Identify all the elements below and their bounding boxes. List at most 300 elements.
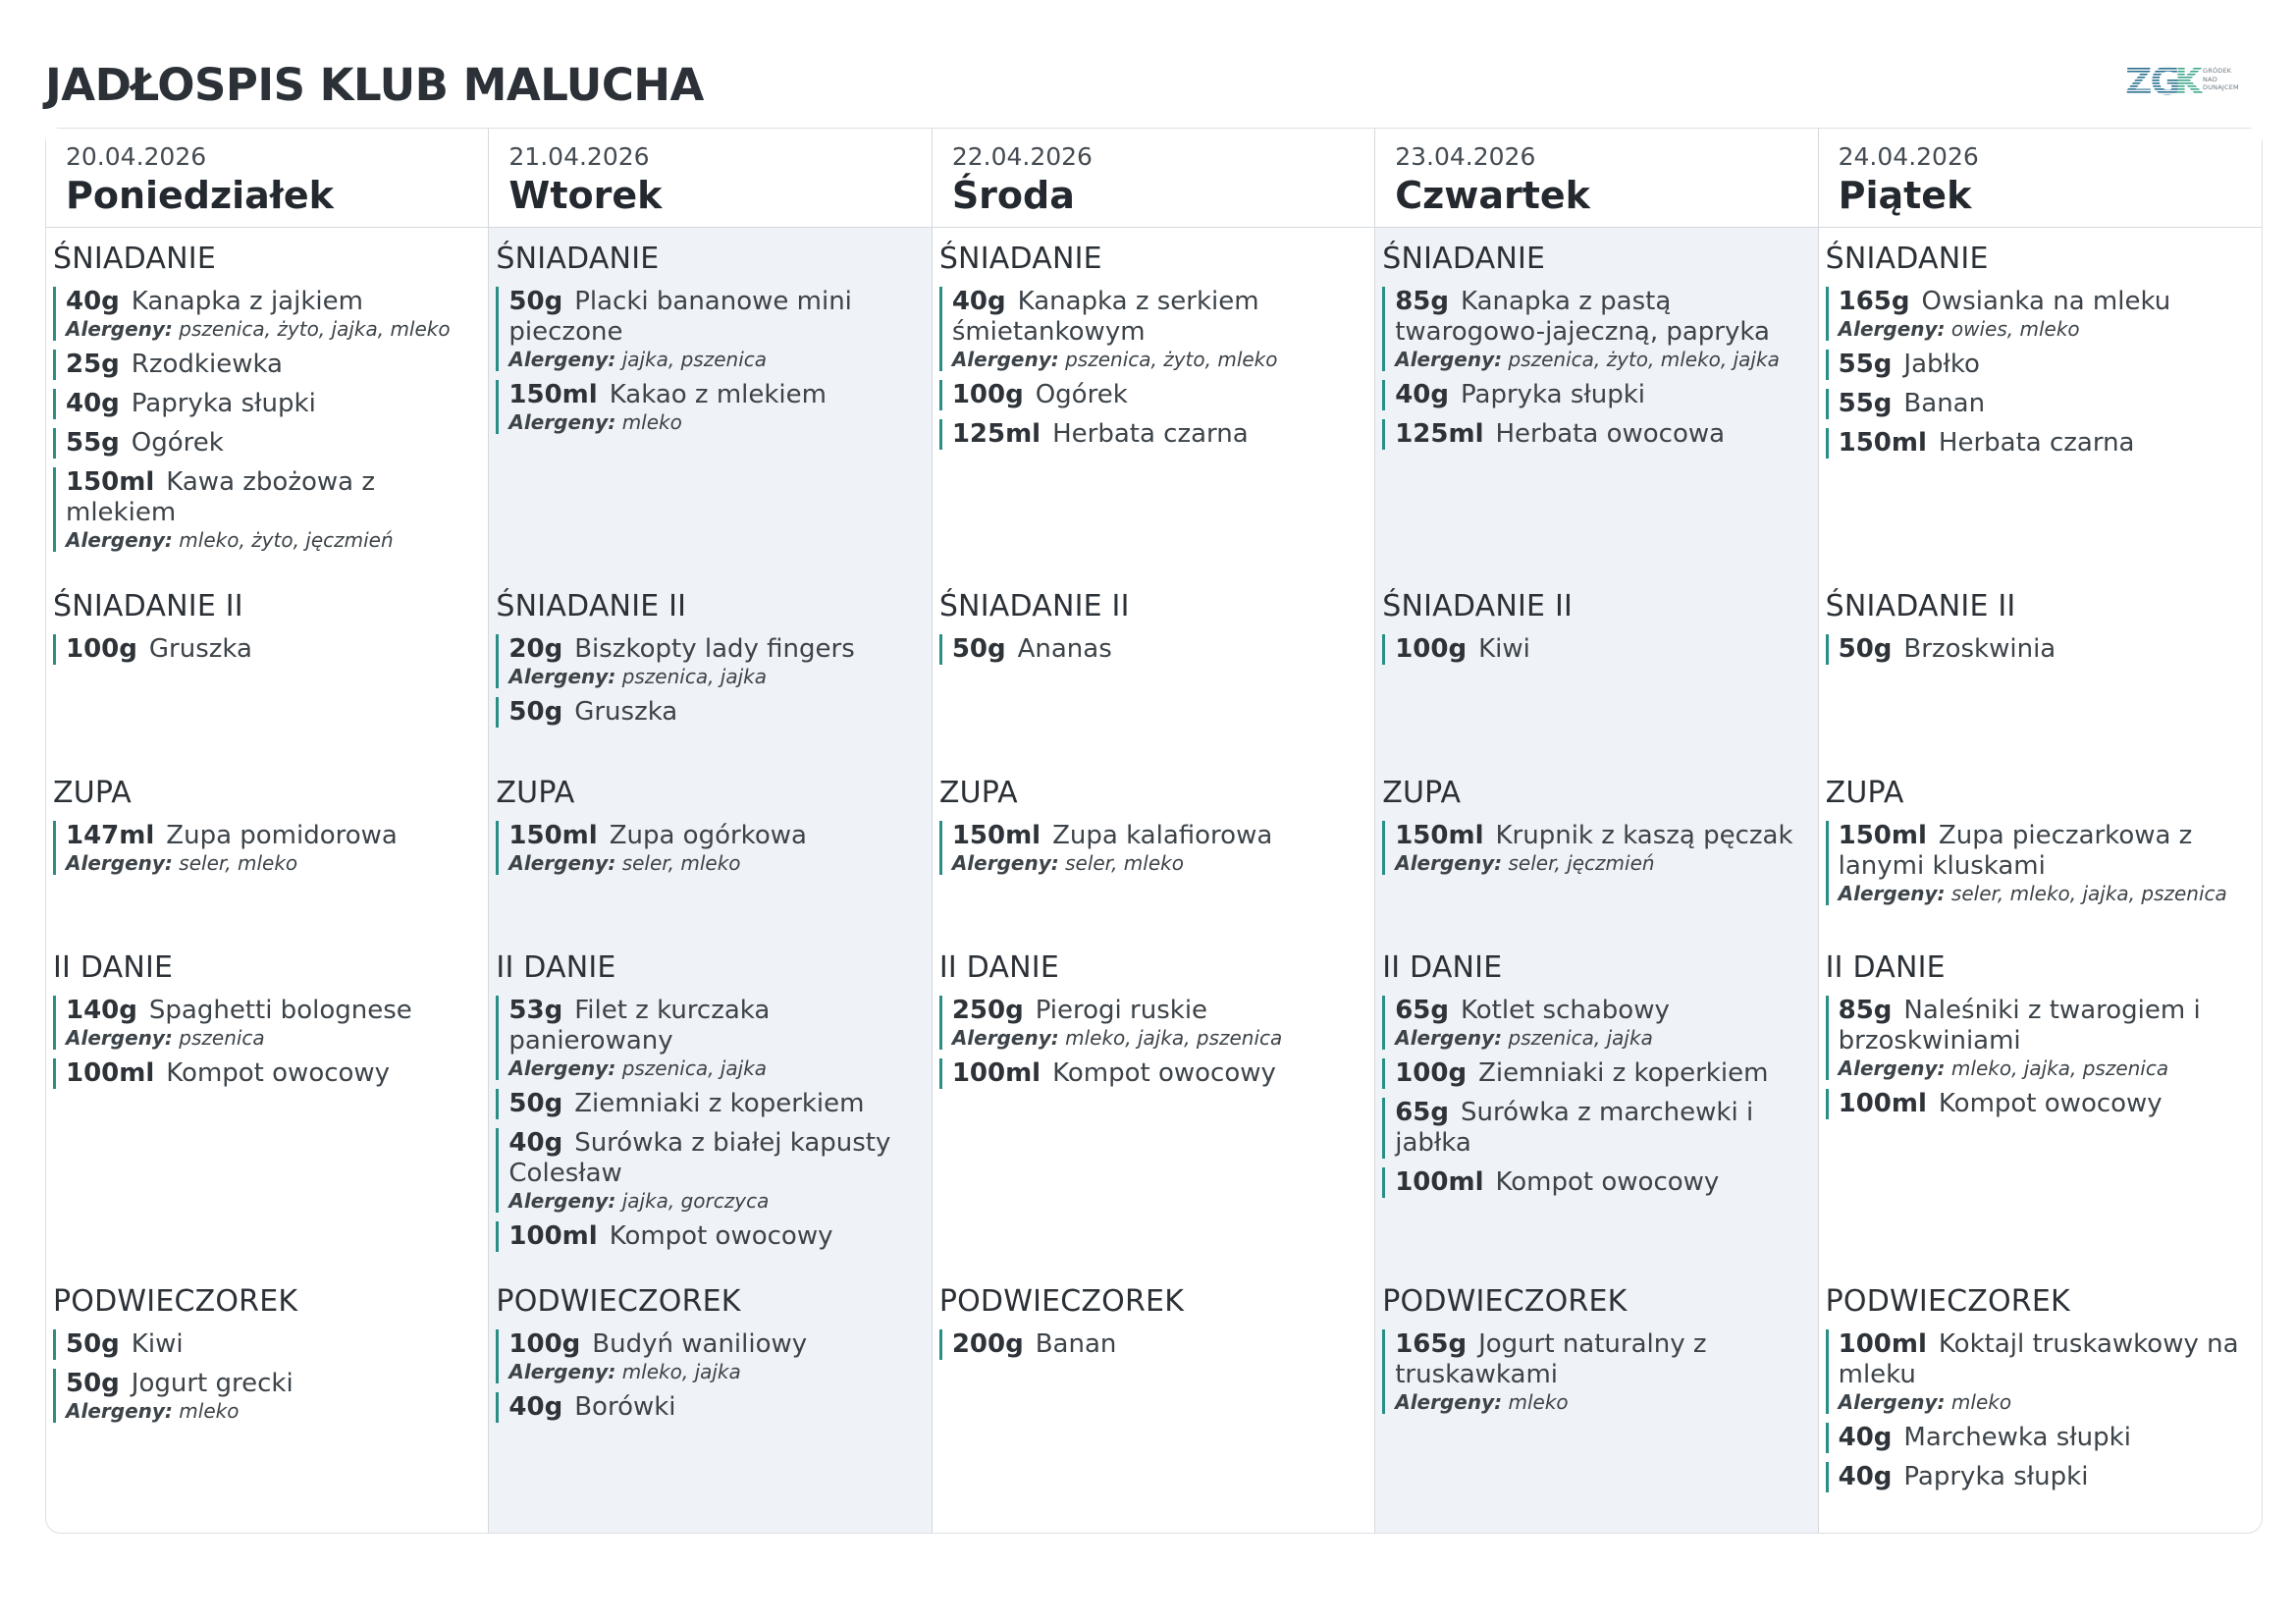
menu-item-quantity: 100g xyxy=(1395,1058,1468,1088)
logo-line: NAD xyxy=(2203,75,2217,83)
menu-item-line xyxy=(952,996,1366,1026)
meal-title: PODWIECZOREK xyxy=(496,1284,741,1319)
allergens-value: mleko, żyto, jęczmień xyxy=(179,528,394,552)
menu-item-quantity: 55g xyxy=(1838,389,1893,418)
menu-item-name: Ananas xyxy=(1017,634,1112,664)
menu-item-line xyxy=(508,697,923,728)
menu-item-quantity: 20g xyxy=(508,634,563,664)
menu-item xyxy=(496,634,923,688)
menu-item xyxy=(1826,634,2254,665)
menu-item xyxy=(53,428,480,459)
menu-item-quantity: 25g xyxy=(66,350,120,379)
meal-title: ŚNIADANIE II xyxy=(1825,589,2016,623)
allergens-label: Alergeny: xyxy=(1838,1390,1946,1414)
day-date: 24.04.2026 xyxy=(1838,142,1979,171)
menu-item xyxy=(1382,821,1809,875)
menu-item-quantity: 150ml xyxy=(951,821,1041,850)
meal-title: ŚNIADANIE xyxy=(496,242,660,276)
menu-item-quantity: 200g xyxy=(951,1329,1024,1359)
menu-item-allergens xyxy=(508,1189,923,1213)
allergens-value: seler, jęczmień xyxy=(1508,851,1655,875)
menu-item-quantity: 100ml xyxy=(1838,1089,1927,1118)
menu-item-name: Budyń waniliowy xyxy=(592,1329,808,1359)
menu-item-allergens xyxy=(66,1399,480,1423)
menu-item-quantity: 100g xyxy=(1395,634,1468,664)
menu-item-line xyxy=(952,1329,1366,1360)
menu-item-allergens xyxy=(952,1026,1366,1050)
allergens-label: Alergeny: xyxy=(1838,1056,1946,1080)
meal-section-sniadanie2 xyxy=(1382,587,1809,674)
day-header xyxy=(933,129,1374,228)
day-header xyxy=(489,129,931,228)
meal-items xyxy=(496,821,923,875)
menu-item xyxy=(496,1329,923,1383)
meal-section-sniadanie xyxy=(1826,240,2254,467)
allergens-label: Alergeny: xyxy=(66,317,173,341)
menu-item-quantity: 50g xyxy=(66,1369,120,1398)
meal-section-sniadanie2 xyxy=(939,587,1366,674)
menu-item-quantity: 150ml xyxy=(1395,821,1484,850)
allergens-value: pszenica, żyto, mleko, jajka xyxy=(1508,348,1780,371)
menu-item xyxy=(939,634,1366,665)
allergens-value: mleko xyxy=(621,410,682,434)
menu-item-line xyxy=(952,821,1366,851)
meal-title: ŚNIADANIE xyxy=(938,242,1102,276)
menu-item-name: Ziemniaki z koperkiem xyxy=(574,1089,865,1118)
allergens-label: Alergeny: xyxy=(508,410,616,434)
menu-item xyxy=(1382,419,1809,450)
meal-title: ZUPA xyxy=(496,776,575,810)
menu-item-allergens xyxy=(1395,1390,1809,1414)
menu-item xyxy=(496,287,923,371)
allergens-label: Alergeny: xyxy=(508,851,616,875)
menu-item-name: Placki bananowe mini pieczone xyxy=(508,287,852,347)
meal-title: ŚNIADANIE xyxy=(53,242,216,276)
menu-item-quantity: 125ml xyxy=(951,419,1041,449)
allergens-label: Alergeny: xyxy=(951,1026,1059,1050)
menu-item xyxy=(496,1392,923,1423)
menu-item-line xyxy=(952,380,1366,410)
meal-section-sniadanie2 xyxy=(1826,587,2254,674)
day-date: 20.04.2026 xyxy=(66,142,207,171)
menu-item-allergens xyxy=(1395,348,1809,371)
meal-section-zupa xyxy=(939,774,1366,884)
menu-item xyxy=(496,996,923,1080)
menu-item-name: Papryka słupki xyxy=(1461,380,1646,409)
day-meals xyxy=(1819,228,2262,1533)
day-name: Środa xyxy=(951,174,1075,217)
menu-item-line xyxy=(1395,1167,1809,1198)
menu-item-quantity: 147ml xyxy=(66,821,155,850)
menu-item-quantity: 250g xyxy=(951,996,1024,1025)
menu-item-quantity: 50g xyxy=(508,1089,563,1118)
menu-item-allergens xyxy=(1395,851,1809,875)
zgk-logo xyxy=(2125,59,2247,103)
menu-item xyxy=(1382,1329,1809,1414)
meal-items xyxy=(496,634,923,728)
menu-item-name: Rzodkiewka xyxy=(131,350,283,379)
menu-item-quantity: 100ml xyxy=(1395,1167,1484,1197)
menu-item-allergens xyxy=(508,851,923,875)
allergens-value: mleko, jajka, pszenica xyxy=(1065,1026,1283,1050)
meal-items xyxy=(53,634,480,665)
menu-item-line xyxy=(1395,419,1809,450)
day-name: Czwartek xyxy=(1395,174,1590,217)
meal-items xyxy=(939,996,1366,1089)
menu-item-quantity: 50g xyxy=(66,1329,120,1359)
menu-item-name: Gruszka xyxy=(148,634,252,664)
menu-item-quantity: 100ml xyxy=(1838,1329,1927,1359)
menu-item-name: Jabłko xyxy=(1903,350,1980,379)
meal-items xyxy=(53,1329,480,1423)
menu-item-line xyxy=(508,380,923,410)
meal-title: II DANIE xyxy=(938,950,1059,985)
menu-item-name: Zupa kalafiorowa xyxy=(1052,821,1273,850)
menu-item-quantity: 150ml xyxy=(508,821,598,850)
meal-items xyxy=(53,287,480,552)
logo-caption xyxy=(2203,67,2239,92)
day-column xyxy=(489,129,932,1533)
menu-item-allergens xyxy=(1839,1390,2254,1414)
menu-item-quantity: 150ml xyxy=(508,380,598,409)
svg-text:ZG: ZG xyxy=(2125,60,2179,103)
logo-line: GRÓDEK xyxy=(2203,67,2232,76)
allergens-label: Alergeny: xyxy=(508,348,616,371)
meal-items xyxy=(1382,634,1809,665)
allergens-label: Alergeny: xyxy=(1395,348,1503,371)
meal-items xyxy=(496,1329,923,1423)
menu-item-allergens xyxy=(66,528,480,552)
menu-item-quantity: 100g xyxy=(951,380,1024,409)
menu-item-quantity: 150ml xyxy=(1838,821,1927,850)
menu-item xyxy=(53,821,480,875)
menu-item-quantity: 40g xyxy=(66,287,120,316)
menu-item-line xyxy=(1395,996,1809,1026)
menu-item-quantity: 50g xyxy=(508,287,563,316)
allergens-value: pszenica, żyto, mleko xyxy=(1065,348,1278,371)
day-name: Wtorek xyxy=(508,174,663,217)
menu-item-line xyxy=(508,1329,923,1360)
menu-item-line xyxy=(66,467,480,528)
meal-items xyxy=(939,634,1366,665)
meal-title: II DANIE xyxy=(1825,950,1946,985)
allergens-label: Alergeny: xyxy=(1838,317,1946,341)
menu-item-line xyxy=(508,996,923,1056)
menu-item-quantity: 40g xyxy=(951,287,1006,316)
menu-item-quantity: 165g xyxy=(1838,287,1910,316)
menu-item-name: Banan xyxy=(1903,389,1986,418)
menu-item-line xyxy=(508,821,923,851)
menu-item xyxy=(496,1221,923,1252)
meal-section-drugie xyxy=(496,948,923,1261)
menu-item-line xyxy=(508,1089,923,1119)
meal-section-sniadanie2 xyxy=(53,587,480,674)
menu-item-quantity: 50g xyxy=(1838,634,1893,664)
menu-item-name: Kanapka z serkiem śmietankowym xyxy=(951,287,1259,347)
menu-item-name: Owsianka na mleku xyxy=(1921,287,2171,316)
menu-item-name: Jogurt grecki xyxy=(131,1369,294,1398)
meal-items xyxy=(1382,996,1809,1198)
menu-item-name: Ziemniaki z koperkiem xyxy=(1478,1058,1769,1088)
allergens-value: pszenica, jajka xyxy=(621,1056,768,1080)
menu-item-name: Ogórek xyxy=(1035,380,1128,409)
meal-title: PODWIECZOREK xyxy=(938,1284,1185,1319)
menu-item-quantity: 40g xyxy=(66,389,120,418)
menu-item xyxy=(1382,380,1809,410)
day-meals xyxy=(46,228,488,1533)
allergens-value: mleko xyxy=(1950,1390,2012,1414)
menu-item-allergens xyxy=(952,348,1366,371)
menu-item xyxy=(939,419,1366,450)
menu-item-allergens xyxy=(1839,1056,2254,1080)
meal-section-zupa xyxy=(1826,774,2254,914)
allergens-label: Alergeny: xyxy=(66,1026,173,1050)
menu-item-quantity: 100g xyxy=(508,1329,581,1359)
menu-item-line xyxy=(1395,287,1809,348)
menu-item xyxy=(53,287,480,341)
meal-title: ŚNIADANIE II xyxy=(496,589,687,623)
allergens-label: Alergeny: xyxy=(1395,1026,1503,1050)
menu-item xyxy=(496,821,923,875)
allergens-value: mleko, jajka, pszenica xyxy=(1950,1056,2169,1080)
menu-item-allergens xyxy=(66,317,480,341)
day-name: Piątek xyxy=(1838,174,1972,217)
meal-title: PODWIECZOREK xyxy=(53,1284,298,1319)
menu-item-name: Kompot owocowy xyxy=(1938,1089,2163,1118)
day-column xyxy=(1819,129,2262,1533)
menu-item xyxy=(939,821,1366,875)
meal-items xyxy=(1826,821,2254,905)
menu-item-line xyxy=(66,287,480,317)
meal-title: II DANIE xyxy=(53,950,174,985)
menu-item-name: Kawa zbożowa z mlekiem xyxy=(66,467,375,527)
menu-item-name: Gruszka xyxy=(574,697,678,727)
menu-item-quantity: 40g xyxy=(1838,1462,1893,1491)
day-date: 21.04.2026 xyxy=(508,142,650,171)
menu-item-allergens xyxy=(1839,882,2254,905)
menu-item-allergens xyxy=(1839,317,2254,341)
day-meals xyxy=(1375,228,1817,1533)
menu-item xyxy=(1826,389,2254,419)
menu-item-name: Kotlet schabowy xyxy=(1461,996,1670,1025)
menu-item-name: Kiwi xyxy=(131,1329,184,1359)
allergens-label: Alergeny: xyxy=(1838,882,1946,905)
day-header xyxy=(1375,129,1817,228)
menu-item-line xyxy=(1839,1423,2254,1453)
meal-section-podwieczorek xyxy=(53,1282,480,1432)
menu-item-name: Spaghetti bolognese xyxy=(148,996,412,1025)
menu-item xyxy=(53,634,480,665)
allergens-label: Alergeny: xyxy=(951,851,1059,875)
menu-item xyxy=(53,1369,480,1423)
allergens-label: Alergeny: xyxy=(508,1056,616,1080)
menu-item xyxy=(496,1128,923,1213)
menu-item-name: Pierogi ruskie xyxy=(1035,996,1208,1025)
menu-item xyxy=(496,380,923,434)
menu-item-quantity: 50g xyxy=(951,634,1006,664)
menu-item xyxy=(1826,350,2254,380)
meal-section-podwieczorek xyxy=(1382,1282,1809,1423)
menu-item-name: Jogurt naturalny z truskawkami xyxy=(1395,1329,1707,1389)
allergens-value: jajka, gorczyca xyxy=(621,1189,770,1213)
menu-item-name: Zupa pomidorowa xyxy=(166,821,398,850)
menu-item-allergens xyxy=(508,348,923,371)
allergens-label: Alergeny: xyxy=(508,665,616,688)
meal-title: PODWIECZOREK xyxy=(1382,1284,1628,1319)
allergens-label: Alergeny: xyxy=(508,1360,616,1383)
meal-items xyxy=(939,287,1366,450)
menu-item-quantity: 53g xyxy=(508,996,563,1025)
menu-item-name: Kanapka z jajkiem xyxy=(131,287,363,316)
allergens-value: seler, mleko xyxy=(179,851,298,875)
allergens-value: pszenica, jajka xyxy=(621,665,768,688)
menu-item-line xyxy=(952,1058,1366,1089)
meal-items xyxy=(53,996,480,1089)
menu-item-line xyxy=(1395,1098,1809,1159)
allergens-value: mleko, jajka xyxy=(621,1360,741,1383)
meal-title: ZUPA xyxy=(938,776,1018,810)
menu-item-name: Kiwi xyxy=(1478,634,1530,664)
menu-item-line xyxy=(952,419,1366,450)
menu-item-name: Kompot owocowy xyxy=(1052,1058,1276,1088)
menu-item-quantity: 140g xyxy=(66,996,137,1025)
menu-item-line xyxy=(66,1369,480,1399)
menu-item xyxy=(53,1058,480,1089)
meal-title: ŚNIADANIE II xyxy=(1382,589,1574,623)
meal-title: PODWIECZOREK xyxy=(1825,1284,2070,1319)
menu-item-name: Kompot owocowy xyxy=(609,1221,833,1251)
menu-item xyxy=(939,996,1366,1050)
menu-item-quantity: 150ml xyxy=(1838,428,1927,458)
meal-section-sniadanie xyxy=(496,240,923,443)
menu-item xyxy=(1382,287,1809,371)
menu-item-name: Herbata czarna xyxy=(1052,419,1249,449)
day-meals xyxy=(933,228,1374,1533)
menu-item-allergens xyxy=(1395,1026,1809,1050)
menu-item xyxy=(1382,1098,1809,1159)
menu-item-line xyxy=(66,996,480,1026)
menu-item-name: Papryka słupki xyxy=(1903,1462,2089,1491)
meal-items xyxy=(939,821,1366,875)
meal-title: II DANIE xyxy=(1382,950,1503,985)
menu-item-name: Herbata owocowa xyxy=(1495,419,1726,449)
meal-items xyxy=(496,996,923,1252)
menu-item-name: Biszkopty lady fingers xyxy=(574,634,855,664)
allergens-value: owies, mleko xyxy=(1950,317,2080,341)
menu-item-quantity: 65g xyxy=(1395,1098,1450,1127)
meal-title: ŚNIADANIE II xyxy=(53,589,243,623)
menu-item-quantity: 65g xyxy=(1395,996,1450,1025)
meal-section-drugie xyxy=(1826,948,2254,1128)
meal-items xyxy=(1826,287,2254,459)
meal-title: II DANIE xyxy=(496,950,616,985)
menu-item-line xyxy=(66,634,480,665)
menu-item-line xyxy=(1395,1329,1809,1390)
menu-item xyxy=(939,380,1366,410)
menu-item-allergens xyxy=(66,851,480,875)
menu-item-allergens xyxy=(508,665,923,688)
menu-item-quantity: 55g xyxy=(66,428,120,458)
day-meals xyxy=(489,228,931,1533)
menu-item-line xyxy=(66,1058,480,1089)
menu-item-allergens xyxy=(508,1056,923,1080)
day-date: 22.04.2026 xyxy=(951,142,1093,171)
menu-item-name: Papryka słupki xyxy=(131,389,316,418)
menu-item-quantity: 40g xyxy=(508,1392,563,1422)
menu-item-line xyxy=(1839,996,2254,1056)
allergens-value: mleko xyxy=(179,1399,240,1423)
meal-items xyxy=(1826,634,2254,665)
menu-item-line xyxy=(1395,380,1809,410)
allergens-label: Alergeny: xyxy=(1395,851,1503,875)
menu-item-name: Marchewka słupki xyxy=(1903,1423,2131,1452)
menu-item-name: Banan xyxy=(1035,1329,1117,1359)
menu-item-quantity: 125ml xyxy=(1395,419,1484,449)
meal-items xyxy=(1826,1329,2254,1492)
meal-items xyxy=(1826,996,2254,1119)
meal-title: ŚNIADANIE xyxy=(1825,242,1989,276)
menu-item-name: Kanapka z pastą twarogowo-jajeczną, papryka xyxy=(1395,287,1770,347)
menu-item xyxy=(496,1089,923,1119)
menu-item xyxy=(1382,1058,1809,1089)
meal-items xyxy=(1382,821,1809,875)
menu-item xyxy=(939,287,1366,371)
menu-item xyxy=(939,1058,1366,1089)
menu-item-line xyxy=(66,350,480,380)
menu-item-name: Krupnik z kaszą pęczak xyxy=(1495,821,1793,850)
menu-item-line xyxy=(1839,1329,2254,1390)
menu-item-line xyxy=(508,1128,923,1189)
meal-title: ZUPA xyxy=(1825,776,1904,810)
meal-items xyxy=(939,1329,1366,1360)
menu-item-name: Surówka z białej kapusty Colesław xyxy=(508,1128,891,1188)
menu-item xyxy=(1382,996,1809,1050)
allergens-label: Alergeny: xyxy=(508,1189,616,1213)
allergens-label: Alergeny: xyxy=(951,348,1059,371)
menu-item-line xyxy=(1839,428,2254,459)
menu-item xyxy=(496,697,923,728)
logo-line: DUNAJCEM xyxy=(2203,83,2239,92)
allergens-value: pszenica xyxy=(179,1026,265,1050)
meal-items xyxy=(1382,1329,1809,1414)
meal-items xyxy=(496,287,923,434)
menu-item xyxy=(53,350,480,380)
day-header xyxy=(1819,129,2262,228)
menu-item-line xyxy=(1839,389,2254,419)
menu-item-line xyxy=(1839,821,2254,882)
menu-item-name: Borówki xyxy=(574,1392,676,1422)
meal-section-zupa xyxy=(1382,774,1809,884)
menu-item xyxy=(1826,428,2254,459)
allergens-label: Alergeny: xyxy=(66,1399,173,1423)
menu-item-line xyxy=(508,634,923,665)
menu-item-line xyxy=(1839,1089,2254,1119)
meal-section-podwieczorek xyxy=(939,1282,1366,1369)
day-column xyxy=(46,129,489,1533)
page-title: JADŁOSPIS KLUB MALUCHA xyxy=(45,59,704,111)
menu-item-name: Koktajl truskawkowy na mleku xyxy=(1838,1329,2239,1389)
meal-section-sniadanie2 xyxy=(496,587,923,736)
menu-item-quantity: 50g xyxy=(508,697,563,727)
menu-item-line xyxy=(1839,350,2254,380)
menu-item-name: Kompot owocowy xyxy=(1495,1167,1720,1197)
menu-item xyxy=(53,1329,480,1360)
menu-item xyxy=(1382,1167,1809,1198)
meal-title: ZUPA xyxy=(53,776,133,810)
menu-item-allergens xyxy=(508,410,923,434)
menu-item-quantity: 40g xyxy=(508,1128,563,1158)
meal-section-sniadanie xyxy=(1382,240,1809,459)
